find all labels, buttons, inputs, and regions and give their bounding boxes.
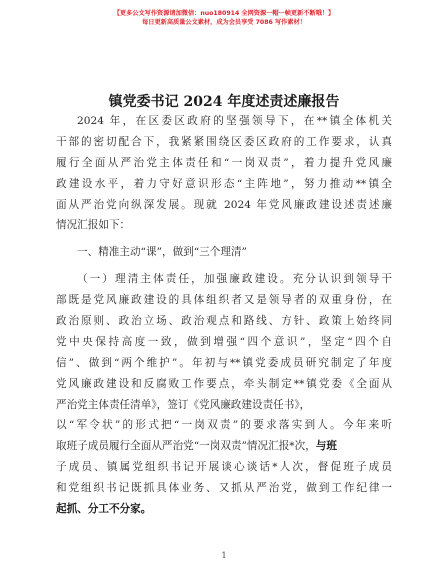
header-banner — [0, 9, 448, 27]
body-line-bold: 起抓、分工不分家。 — [56, 503, 152, 516]
body-line: 2024 年，在区委区政府的坚强领导下，在**镇全体机关 — [77, 115, 392, 127]
document-title: 镇党委书记 2024 年度述责述廉报告 — [108, 94, 340, 110]
body-line-text: 取班子成员履行全面从严治党“一岗双责”情况汇报*次， — [56, 440, 316, 453]
body-line-mixed — [56, 436, 392, 457]
page-number: 1 — [221, 551, 227, 560]
body-line: 干部的密切配合下，我紧紧围绕区委区政府的工作要求，认真 — [56, 135, 392, 148]
body-line: 以“军令状”的形式把“一岗双责”的要求落实到人。今年来听 — [56, 419, 392, 432]
body-line: 信”、做到“两个维护”。年初与**镇党委成员研究制定了年度 — [56, 356, 392, 369]
body-line: 履行全面从严治党主体责任和“一岗双责”，着力提升党风廉 — [56, 156, 392, 169]
body-line: 政治原则、政治立场、政治观点和路线、方针、政策上始终同 — [56, 315, 392, 328]
section-heading: 一、精准主动“课”，做到“三个理清” — [77, 246, 247, 259]
body-line: 情况汇报如下： — [56, 219, 131, 232]
body-line: 政建设水平，着力守好意识形态“主阵地”，努力推动**镇全 — [56, 177, 392, 190]
body-line: 面从严治党向纵深发展。现就 2024 年党风廉政建设述责述廉 — [56, 198, 392, 211]
banner-line-1: 【更多公文写作资源请加微信：nuo180914 全网资源一帽一帧更新不断哦！】 — [113, 10, 335, 17]
body-line: 和党组织书记既抓具体业务、又抓从严治党，做到工作纪律一 — [56, 482, 392, 495]
body-line: 严治党主体责任清单》，签订《党风廉政建设责任书》， — [56, 398, 311, 411]
body-line: 党中央保持高度一致，做到增强“四个意识”，坚定“四个自 — [56, 335, 392, 348]
body-line: （一）理清主体责任，加强廉政建设。充分认识到领导干 — [77, 273, 392, 286]
body-line: 党风廉政建设和反腐败工作要点，牵头制定**镇党委《全面从 — [56, 377, 392, 390]
body-line: 子成员、镇属党组织书记开展谈心谈话*人次，督促班子成员 — [56, 461, 392, 474]
banner-line-2: 每日更新高质量公文素材，成为会员享受 7086 写作素材！ — [142, 19, 306, 26]
body-line: 部既是党风廉政建设的具体组织者又是领导者的双重身份，在 — [56, 294, 392, 307]
document-body — [56, 111, 392, 520]
bold-text-segment: 与班 — [315, 440, 337, 453]
